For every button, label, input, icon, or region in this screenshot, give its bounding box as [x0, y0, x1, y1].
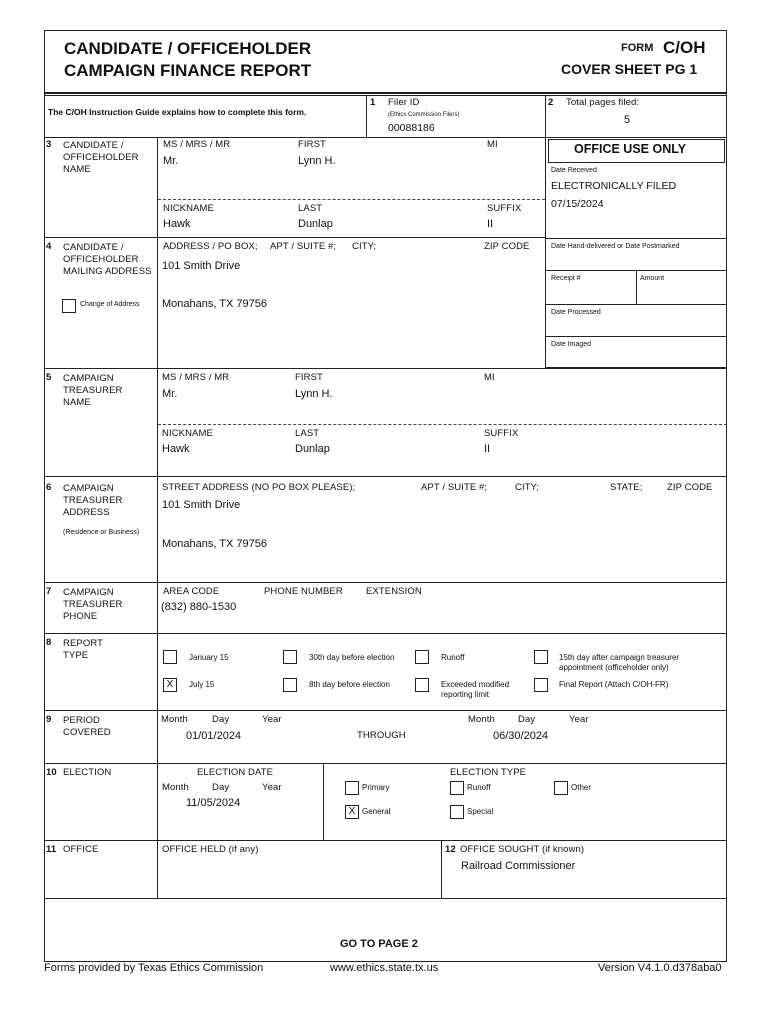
s4-city-label: CITY; — [352, 241, 377, 252]
section-4-number: 4 — [46, 241, 52, 252]
hand-delivered-label: Date Hand-delivered or Date Postmarked — [551, 243, 680, 250]
s3-ms-value[interactable]: Mr. — [163, 155, 179, 167]
s3-suffix-label: SUFFIX — [487, 203, 522, 214]
report-type-exceeded-checkbox[interactable] — [415, 678, 429, 692]
s6-street-label: STREET ADDRESS (NO PO BOX PLEASE); — [162, 482, 356, 493]
s5-first-value[interactable]: Lynn H. — [295, 388, 333, 400]
section-8-label: REPORT TYPE — [63, 638, 103, 661]
election-general-label: General — [362, 807, 391, 816]
election-runoff-label: Runoff — [467, 783, 491, 792]
s5-mi-label: MI — [484, 372, 495, 383]
s10-type-label: ELECTION TYPE — [450, 767, 527, 778]
s10-date-label: ELECTION DATE — [197, 767, 274, 778]
section-1-number: 1 — [370, 97, 376, 108]
form-code: C/OH — [663, 38, 706, 57]
s3-nickname-value[interactable]: Hawk — [163, 218, 191, 230]
s4-zip-label: ZIP CODE — [484, 241, 530, 252]
section-6-label: CAMPAIGN TREASURER ADDRESS — [63, 483, 123, 518]
s10-year-label: Year — [262, 782, 282, 793]
s3-nickname-label: NICKNAME — [163, 203, 214, 214]
section-9-label: PERIOD COVERED — [63, 715, 111, 738]
election-runoff-checkbox[interactable] — [450, 781, 464, 795]
report-type-30day-label: 30th day before election — [309, 653, 395, 662]
total-pages-value[interactable]: 5 — [624, 114, 631, 126]
office-use-title: OFFICE USE ONLY — [574, 142, 687, 156]
footer-version: Version V4.1.0.d378aba0 — [598, 962, 722, 974]
s6-city-label: CITY; — [515, 482, 540, 493]
change-of-address-label: Change of Address — [80, 301, 140, 308]
election-other-checkbox[interactable] — [554, 781, 568, 795]
s3-first-label: FIRST — [298, 139, 326, 150]
s5-ms-label: MS / MRS / MR — [162, 372, 230, 383]
report-type-final-label: Final Report (Attach C/OH-FR) — [559, 680, 669, 689]
report-type-final-checkbox[interactable] — [534, 678, 548, 692]
s9-to-date[interactable]: 06/30/2024 — [493, 730, 549, 742]
election-other-label: Other — [571, 783, 592, 792]
report-type-jul15-label: July 15 — [189, 680, 215, 689]
section-9-number: 9 — [46, 714, 52, 725]
section-11-number: 11 — [46, 844, 57, 855]
s6-address-line2[interactable]: Monahans, TX 79756 — [162, 538, 267, 550]
s4-address-line2[interactable]: Monahans, TX 79756 — [162, 298, 267, 310]
section-12-number: 12 — [445, 844, 456, 855]
s6-state-label: STATE; — [610, 482, 643, 493]
report-type-15th-checkbox[interactable] — [534, 650, 548, 664]
footer-url[interactable]: www.ethics.state.tx.us — [330, 962, 439, 974]
s7-area-code-label: AREA CODE — [163, 586, 220, 597]
s3-ms-label: MS / MRS / MR — [163, 139, 231, 150]
filer-id-sublabel: (Ethics Commission Filers) — [388, 112, 460, 118]
filer-id-label: Filer ID — [388, 97, 420, 108]
office-held-label: OFFICE HELD (if any) — [162, 844, 259, 855]
s10-election-date[interactable]: 11/05/2024 — [186, 797, 241, 809]
report-type-runoff-checkbox[interactable] — [415, 650, 429, 664]
s9-from-day-label: Day — [212, 714, 230, 725]
s4-address-line1[interactable]: 101 Smith Drive — [162, 260, 241, 272]
s4-address-label: ADDRESS / PO BOX; — [163, 241, 258, 252]
form-word: FORM — [621, 42, 654, 54]
s3-suffix-value[interactable]: II — [487, 218, 494, 230]
s5-first-label: FIRST — [295, 372, 323, 383]
date-processed-label: Date Processed — [551, 309, 601, 316]
section-5-label: CAMPAIGN TREASURER NAME — [63, 373, 123, 408]
office-sought-value[interactable]: Railroad Commissioner — [461, 860, 576, 872]
election-special-label: Special — [467, 807, 494, 816]
section-2-number: 2 — [548, 97, 554, 108]
section-3-label: CANDIDATE / OFFICEHOLDER NAME — [63, 140, 139, 175]
section-3-number: 3 — [46, 139, 52, 150]
s9-from-year-label: Year — [262, 714, 282, 725]
section-7-label: CAMPAIGN TREASURER PHONE — [63, 587, 123, 622]
s3-last-label: LAST — [298, 203, 323, 214]
s5-last-value[interactable]: Dunlap — [295, 443, 330, 455]
s3-first-value[interactable]: Lynn H. — [298, 155, 336, 167]
amount-label: Amount — [640, 275, 665, 282]
election-primary-label: Primary — [362, 783, 390, 792]
report-type-jul15-checkbox[interactable]: X — [163, 678, 177, 692]
report-type-30day-checkbox[interactable] — [283, 650, 297, 664]
s7-phone-label: PHONE NUMBER — [264, 586, 343, 597]
s6-zip-label: ZIP CODE — [667, 482, 713, 493]
election-general-checkbox[interactable]: X — [345, 805, 359, 819]
receipt-label: Receipt # — [551, 275, 581, 282]
date-imaged-label: Date Imaged — [551, 341, 592, 348]
section-10-number: 10 — [46, 767, 57, 778]
s9-to-day-label: Day — [518, 714, 536, 725]
s7-extension-label: EXTENSION — [366, 586, 422, 597]
section-10-label: ELECTION — [63, 767, 112, 778]
instruction-guide-note: The C/OH Instruction Guide explains how to complete this form. — [48, 107, 307, 117]
s7-phone-value[interactable]: (832) 880-1530 — [161, 601, 237, 613]
filing-status: ELECTRONICALLY FILED — [551, 180, 677, 192]
section-8-number: 8 — [46, 637, 52, 648]
s9-to-year-label: Year — [569, 714, 589, 725]
report-type-8day-label: 8th day before election — [309, 680, 390, 689]
form-title-line2: CAMPAIGN FINANCE REPORT — [64, 61, 312, 80]
s9-through-label: THROUGH — [357, 730, 406, 741]
section-4-label: CANDIDATE / OFFICEHOLDER MAILING ADDRESS — [63, 242, 152, 277]
report-type-exceeded-label: Exceeded modified reporting limit — [441, 680, 510, 699]
s5-suffix-label: SUFFIX — [484, 428, 519, 439]
s6-address-line1[interactable]: 101 Smith Drive — [162, 499, 241, 511]
s10-month-label: Month — [162, 782, 189, 793]
s5-ms-value[interactable]: Mr. — [162, 388, 178, 400]
election-special-checkbox[interactable] — [450, 805, 464, 819]
report-type-jan15-checkbox[interactable] — [163, 650, 177, 664]
report-type-8day-checkbox[interactable] — [283, 678, 297, 692]
section-5-number: 5 — [46, 372, 52, 383]
cover-sheet-label: COVER SHEET PG 1 — [561, 61, 698, 77]
s3-mi-label: MI — [487, 139, 498, 150]
section-6-number: 6 — [46, 482, 52, 493]
section-6-sublabel: (Residence or Business) — [63, 529, 140, 536]
form-title-line1: CANDIDATE / OFFICEHOLDER — [64, 39, 312, 58]
s10-day-label: Day — [212, 782, 230, 793]
s5-nickname-value[interactable]: Hawk — [162, 443, 190, 455]
section-11-label: OFFICE — [63, 844, 99, 855]
date-received-value: 07/15/2024 — [551, 198, 604, 210]
section-7-number: 7 — [46, 586, 52, 597]
s9-from-date[interactable]: 01/01/2024 — [186, 730, 242, 742]
filer-id-value[interactable]: 00088186 — [388, 122, 435, 134]
s5-nickname-label: NICKNAME — [162, 428, 213, 439]
footer-provider: Forms provided by Texas Ethics Commission — [44, 962, 264, 974]
report-type-runoff-label: Runoff — [441, 653, 465, 662]
total-pages-label: Total pages filed: — [566, 97, 640, 108]
report-type-15th-label: 15th day after campaign treasurer appointment (officeholder only) — [559, 653, 680, 672]
date-received-label: Date Received — [551, 167, 597, 174]
s9-from-month-label: Month — [161, 714, 188, 725]
s6-apt-label: APT / SUITE #; — [421, 482, 488, 493]
s4-apt-label: APT / SUITE #; — [270, 241, 337, 252]
office-sought-label: OFFICE SOUGHT (if known) — [460, 844, 585, 855]
s5-last-label: LAST — [295, 428, 320, 439]
change-of-address-checkbox[interactable] — [62, 299, 76, 313]
go-to-page-2: GO TO PAGE 2 — [340, 938, 418, 950]
s9-to-month-label: Month — [468, 714, 495, 725]
s5-suffix-value[interactable]: II — [484, 443, 491, 455]
s3-last-value[interactable]: Dunlap — [298, 218, 333, 230]
report-type-jan15-label: January 15 — [189, 653, 229, 662]
election-primary-checkbox[interactable] — [345, 781, 359, 795]
